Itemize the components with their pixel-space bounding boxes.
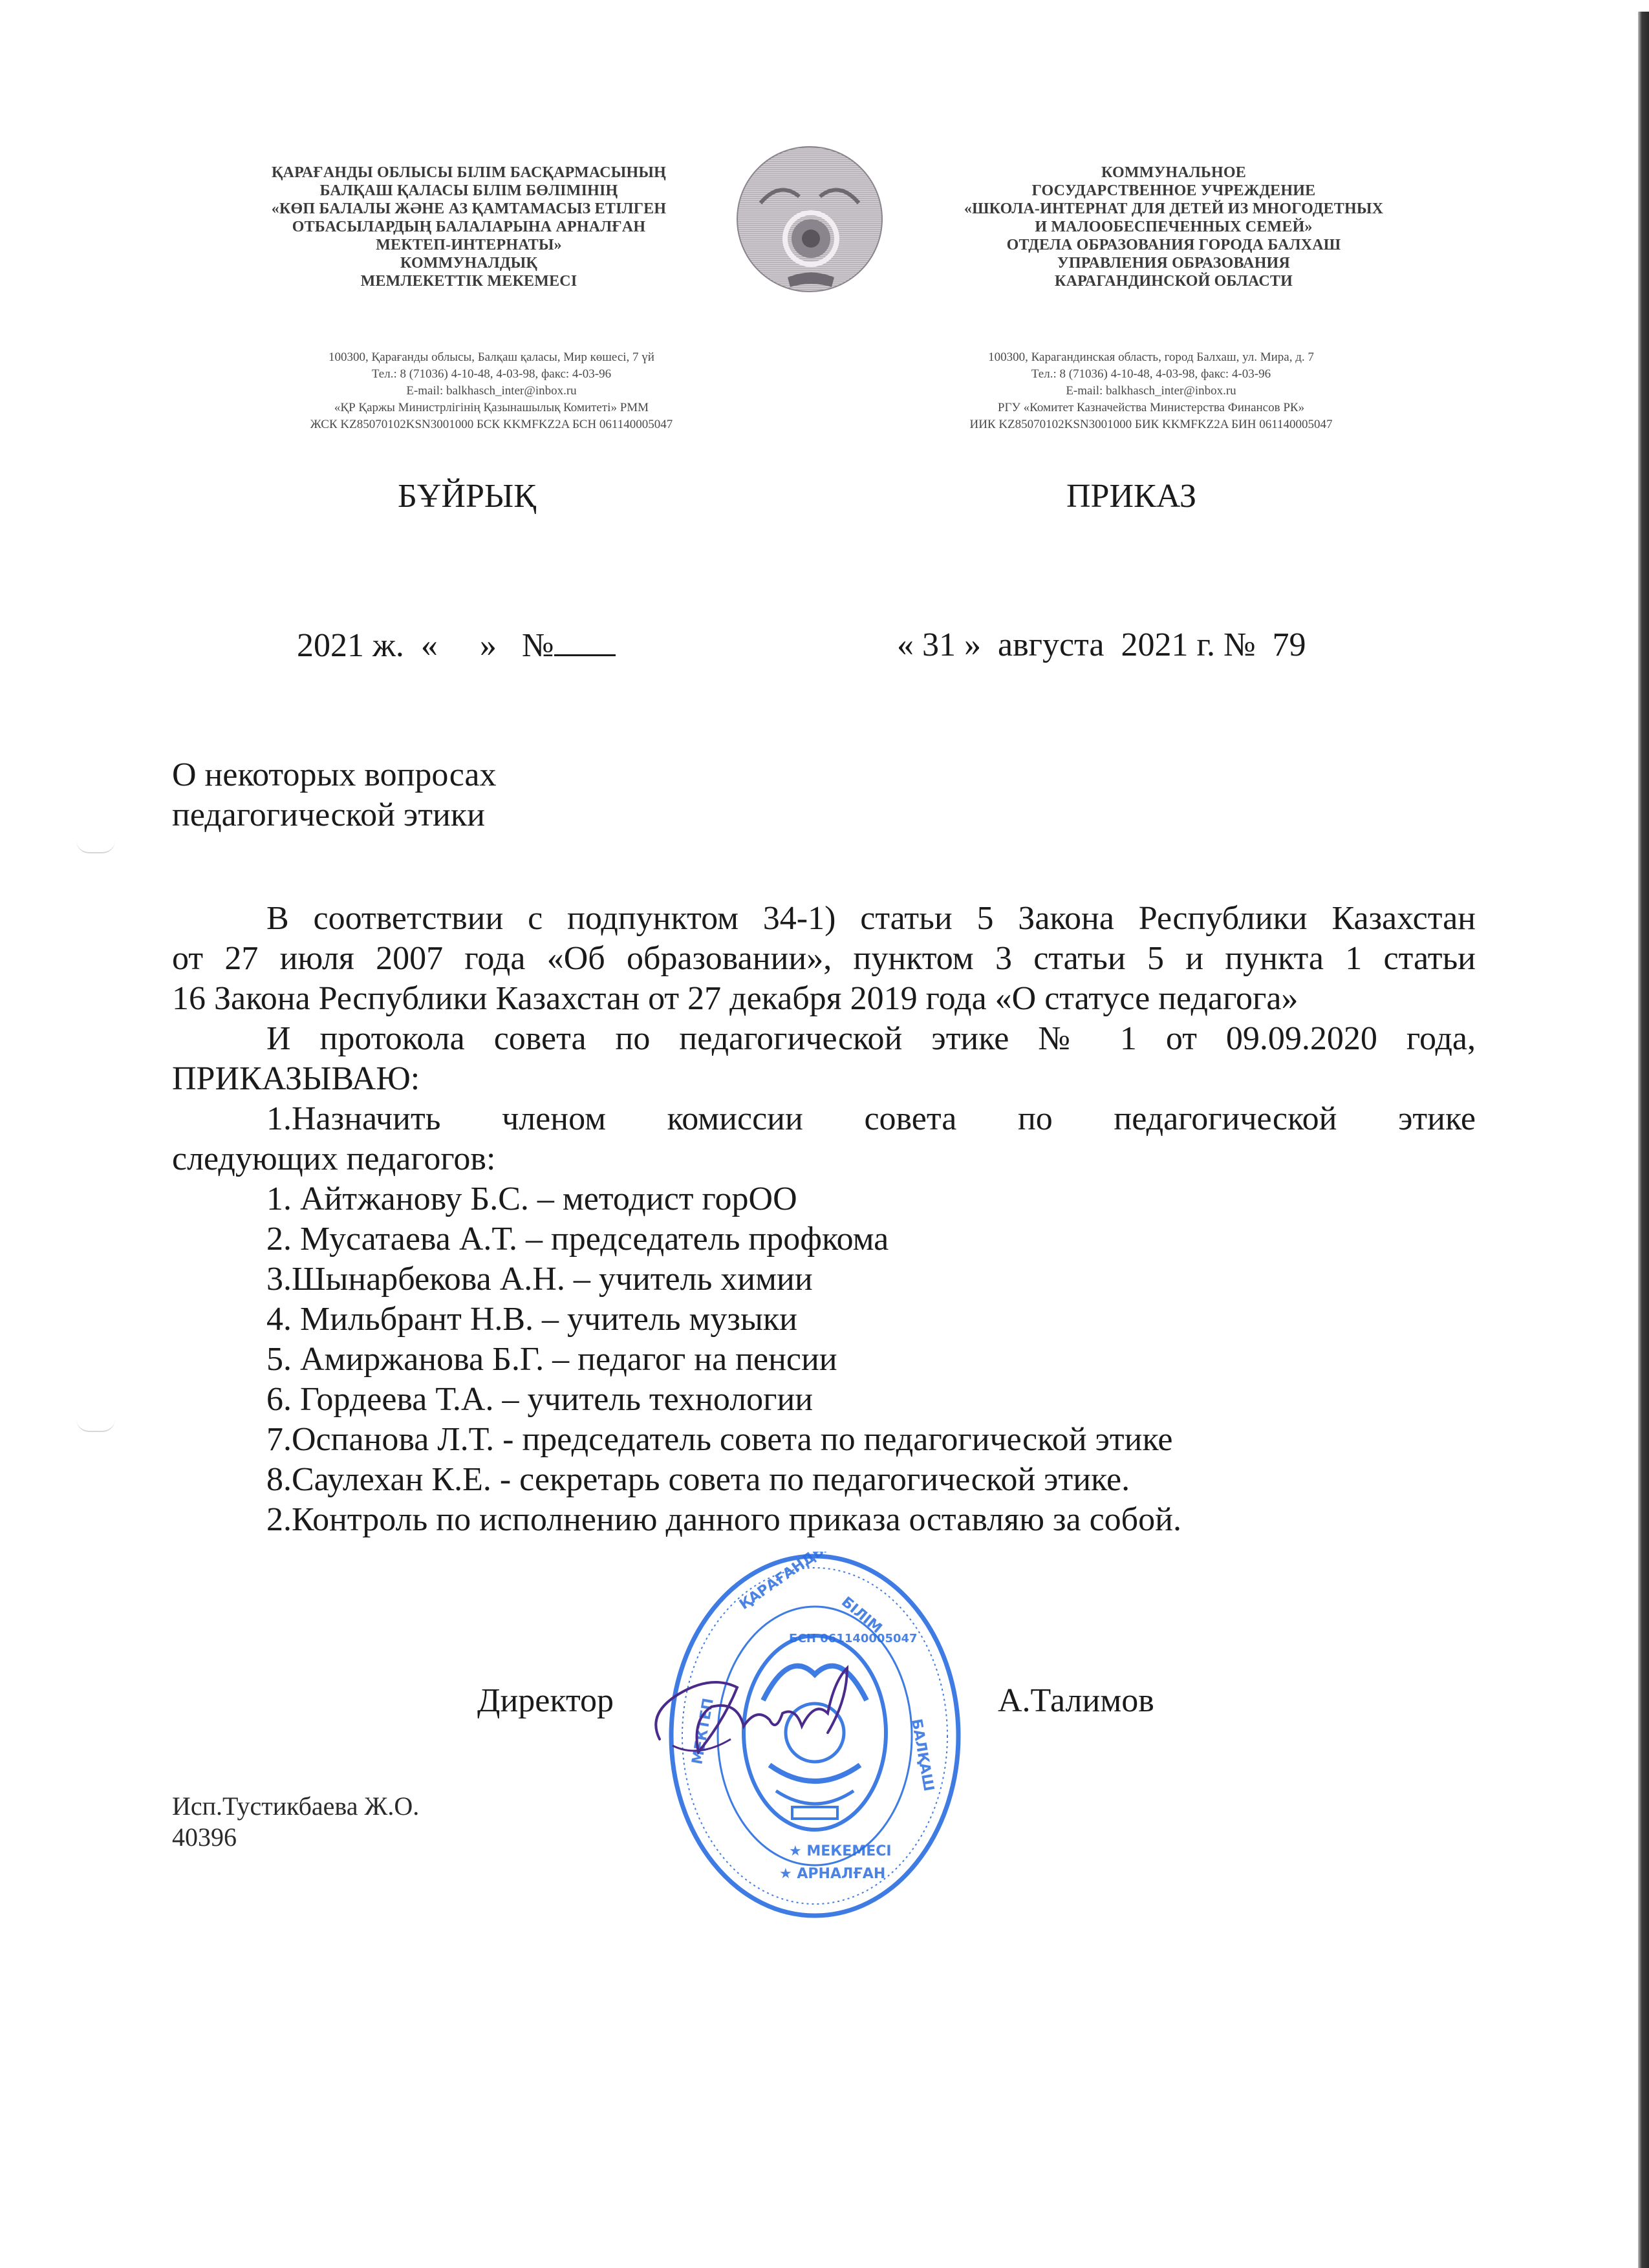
member-item: 4. Мильбрант Н.В. – учитель музыки bbox=[266, 1301, 797, 1338]
org-line: ОТДЕЛА ОБРАЗОВАНИЯ ГОРОДА БАЛХАШ bbox=[1006, 237, 1341, 253]
org-name-russian bbox=[951, 164, 1397, 290]
address-line: Тел.: 8 (71036) 4-10-48, 4-03-98, факс: 4-03-96 bbox=[1031, 367, 1271, 381]
kazakhstan-emblem-icon bbox=[735, 142, 885, 301]
date-prefix: 2021 ж. « » № bbox=[297, 627, 554, 664]
members-list bbox=[172, 1179, 1476, 1500]
subject-line: О некоторых вопросах bbox=[172, 756, 497, 793]
org-line: КАРАГАНДИНСКОЙ ОБЛАСТИ bbox=[1055, 273, 1293, 290]
address-line: 100300, Қарағанды облысы, Балқаш қаласы, Мир көшесі, 7 үй bbox=[329, 350, 654, 364]
svg-text:★ АРНАЛҒАН: ★ АРНАЛҒАН bbox=[779, 1866, 886, 1882]
member-item: 1. Айтжанову Б.С. – методист горОО bbox=[266, 1181, 797, 1217]
executor-info bbox=[172, 1791, 419, 1853]
order-body bbox=[172, 899, 1476, 1540]
member-item: 7.Оспанова Л.Т. - председатель совета по педагогической этике bbox=[266, 1421, 1173, 1458]
org-line: ҚАРАҒАНДЫ ОБЛЫСЫ БІЛІМ БАСҚАРМАСЫНЫҢ bbox=[271, 164, 667, 181]
member-item: 3.Шынарбекова А.Н. – учитель химии bbox=[266, 1261, 813, 1298]
org-line: «КӨП БАЛАЛЫ ЖӘНЕ АЗ ҚАМТАМАСЫЗ ЕТІЛГЕН bbox=[271, 200, 667, 217]
address-line: 100300, Карагандинская область, город Балхаш, ул. Мира, д. 7 bbox=[988, 350, 1314, 364]
member-item: 6. Гордеева Т.А. – учитель технологии bbox=[266, 1381, 814, 1418]
org-line: МЕМЛЕКЕТТІК МЕКЕМЕСІ bbox=[360, 273, 577, 290]
member-item: 2. Мусатаева А.Т. – председатель профкома bbox=[266, 1221, 889, 1257]
org-line: «ШКОЛА-ИНТЕРНАТ ДЛЯ ДЕТЕЙ ИЗ МНОГОДЕТНЫХ bbox=[964, 200, 1384, 217]
org-line: ОТБАСЫЛАРДЫҢ БАЛАЛАРЫНА АРНАЛҒАН bbox=[292, 219, 646, 235]
document-title-kazakh: БҰЙРЫҚ bbox=[398, 478, 536, 515]
org-line: ГОСУДАРСТВЕННОЕ УЧРЕЖДЕНИЕ bbox=[1031, 182, 1316, 199]
order-subject bbox=[172, 755, 497, 835]
executor-name: Исп.Тустикбаева Ж.О. bbox=[172, 1792, 420, 1821]
subject-line: педагогической этики bbox=[172, 797, 485, 833]
svg-text:БСН 061140005047: БСН 061140005047 bbox=[789, 1632, 918, 1645]
bank-details-line: ЖСК KZ85070102KSN3001000 БСК KKMFKZ2A БСН 061140005047 bbox=[310, 418, 673, 431]
org-name-kazakh bbox=[259, 164, 679, 290]
svg-text:МЕКТЕП: МЕКТЕП bbox=[689, 1696, 717, 1766]
preamble-line: от 27 июля 2007 года «Об образовании», пунктом 3 статьи 5 и пункта 1 статьи bbox=[172, 940, 1476, 977]
signatory-name: А.Талимов bbox=[998, 1682, 1154, 1719]
punch-mark bbox=[76, 840, 115, 853]
date-number-russian: « 31 » августа 2021 г. № 79 bbox=[897, 626, 1306, 663]
order-word: ПРИКАЗЫВАЮ: bbox=[172, 1060, 420, 1097]
bank-details-line: ИИК KZ85070102KSN3001000 БИК KKMFKZ2A БИН 061140005047 bbox=[969, 418, 1333, 431]
org-line: И МАЛООБЕСПЕЧЕННЫХ СЕМЕЙ» bbox=[1035, 219, 1313, 235]
svg-text:БІЛІМ: БІЛІМ bbox=[838, 1594, 885, 1637]
org-line: КОММУНАЛДЫҚ bbox=[400, 255, 537, 272]
svg-text:ҚАРАҒАНДЫ: ҚАРАҒАНДЫ bbox=[737, 1552, 831, 1613]
email-line: E-mail: balkhasch_inter@inbox.ru bbox=[1066, 384, 1236, 398]
address-line: «ҚР Қаржы Министрлігінің Қазынашылық Комитеті» РММ bbox=[334, 401, 649, 414]
document-title-russian: ПРИКАЗ bbox=[1066, 478, 1197, 515]
org-line: БАЛҚАШ ҚАЛАСЫ БІЛІМ БӨЛІМІНІҢ bbox=[319, 182, 618, 199]
member-item: 8.Саулехан К.Е. - секретарь совета по педагогической этике. bbox=[266, 1461, 1130, 1498]
item-2: 2.Контроль по исполнению данного приказа оставляю за собой. bbox=[266, 1501, 1181, 1538]
handwritten-signature-icon bbox=[634, 1642, 905, 1784]
org-line: МЕКТЕП-ИНТЕРНАТЫ» bbox=[376, 237, 562, 253]
svg-text:★ МЕКЕМЕСІ: ★ МЕКЕМЕСІ bbox=[789, 1843, 892, 1859]
punch-mark bbox=[76, 1419, 115, 1432]
address-kazakh bbox=[252, 349, 731, 433]
member-item: 5. Амиржанова Б.Г. – педагог на пенсии bbox=[266, 1341, 837, 1378]
preamble-line: В соответствии с подпунктом 34-1) статьи 5 Закона Республики Казахстан bbox=[266, 900, 1476, 937]
protocol-line: И протокола совета по педагогической этике № 1 от 09.09.2020 года, bbox=[266, 1020, 1476, 1057]
item-1: 1.Назначить членом комиссии совета по педагогической этике bbox=[266, 1100, 1476, 1137]
email-line: E-mail: balkhasch_inter@inbox.ru bbox=[406, 384, 577, 398]
signatory-position: Директор bbox=[477, 1682, 614, 1719]
date-number-kazakh bbox=[297, 626, 616, 665]
executor-phone: 40396 bbox=[172, 1823, 237, 1852]
svg-text:БАЛҚАШ: БАЛҚАШ bbox=[908, 1717, 937, 1793]
scanner-edge bbox=[1638, 12, 1649, 2268]
org-line: УПРАВЛЕНИЯ ОБРАЗОВАНИЯ bbox=[1057, 255, 1290, 272]
address-line: Тел.: 8 (71036) 4-10-48, 4-03-98, факс: 4-03-96 bbox=[371, 367, 612, 381]
number-blank bbox=[554, 626, 616, 656]
address-russian bbox=[918, 349, 1384, 433]
address-line: РГУ «Комитет Казначейства Министерства Финансов РК» bbox=[997, 401, 1305, 414]
item-1-continued: следующих педагогов: bbox=[172, 1140, 496, 1177]
org-line: КОММУНАЛЬНОЕ bbox=[1101, 164, 1246, 181]
preamble-line: 16 Закона Республики Казахстан от 27 декабря 2019 года «О статусе педагога» bbox=[172, 980, 1299, 1017]
